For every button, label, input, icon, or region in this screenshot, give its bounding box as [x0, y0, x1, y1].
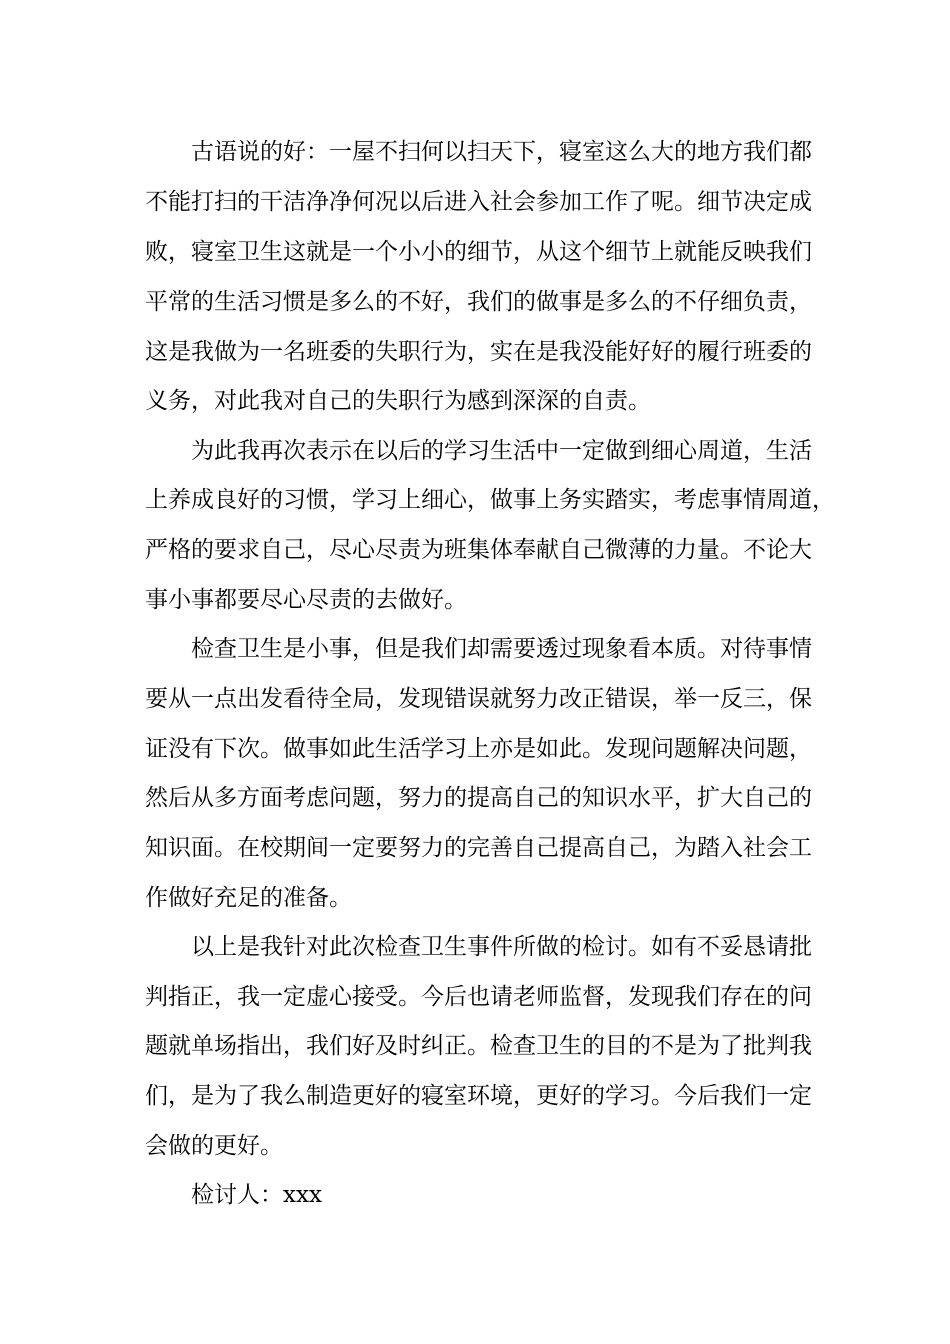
- text-line: 会做的更好。: [145, 1133, 283, 1159]
- text-line: 然后从多方面考虑问题，努力的提高自己的知识水平，扩大自己的: [145, 785, 812, 811]
- text-line: 检查卫生是小事，但是我们却需要透过现象看本质。对待事情: [191, 636, 812, 662]
- text-line: 判指正，我一定虚心接受。今后也请老师监督，发现我们存在的问: [145, 984, 812, 1010]
- text-line: 这是我做为一名班委的失职行为，实在是我没能好好的履行班委的: [145, 339, 812, 365]
- text-line: 知识面。在校期间一定要努力的完善自己提高自己，为踏入社会工: [145, 835, 812, 861]
- text-line: 古语说的好：一屋不扫何以扫天下，寝室这么大的地方我们都: [191, 139, 812, 165]
- text-line: 上养成良好的习惯，学习上细心，做事上务实踏实，考虑事情周道，: [145, 487, 835, 513]
- text-line: 败，寝室卫生这就是一个小小的细节，从这个细节上就能反映我们: [145, 239, 812, 265]
- text-line: 不能打扫的干洁净净何况以后进入社会参加工作了呢。细节决定成: [145, 189, 812, 215]
- text-line: 以上是我针对此次检查卫生事件所做的检讨。如有不妥恳请批: [191, 934, 812, 960]
- text-line: 严格的要求自己，尽心尽责为班集体奉献自己微薄的力量。不论大: [145, 537, 812, 563]
- text-line: 平常的生活习惯是多么的不好，我们的做事是多么的不仔细负责，: [145, 289, 812, 315]
- text-line: 们，是为了我么制造更好的寝室环境，更好的学习。今后我们一定: [145, 1083, 812, 1109]
- text-line: 义务，对此我对自己的失职行为感到深深的自责。: [145, 388, 651, 414]
- text-line: 要从一点出发看待全局，发现错误就努力改正错误，举一反三，保: [145, 686, 812, 712]
- text-line: 为此我再次表示在以后的学习生活中一定做到细心周道，生活: [191, 438, 812, 464]
- text-line: 事小事都要尽心尽责的去做好。: [145, 587, 467, 613]
- signature: 检讨人：xxx: [191, 1182, 322, 1208]
- text-line: 证没有下次。做事如此生活学习上亦是如此。发现问题解决问题，: [145, 736, 812, 762]
- text-line: 题就单场指出，我们好及时纠正。检查卫生的目的不是为了批判我: [145, 1033, 812, 1059]
- text-line: 作做好充足的准备。: [145, 885, 352, 911]
